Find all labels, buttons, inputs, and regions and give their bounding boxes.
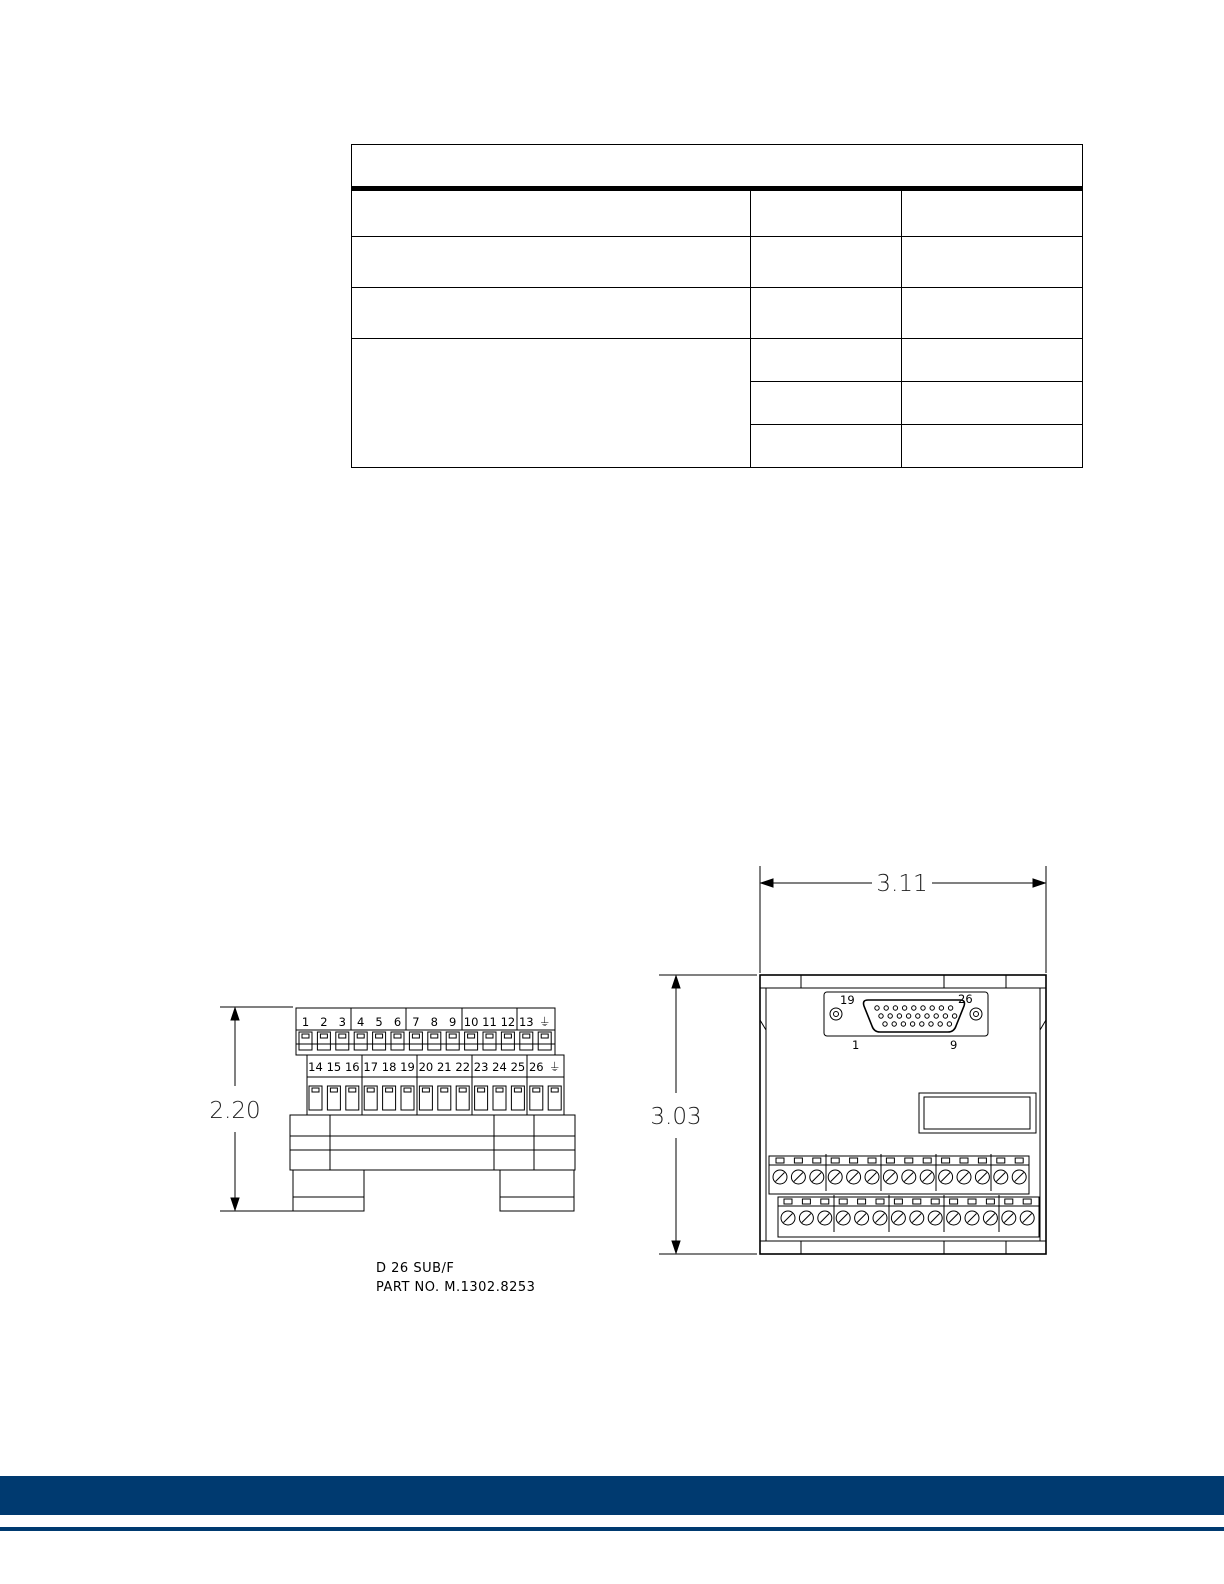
db-pin [879,1014,883,1018]
terminal-clip-tab [339,1034,346,1038]
arrow-up-icon [231,1008,239,1020]
caption-line-1: D 26 SUB/F [376,1261,455,1276]
terminal-clip [501,1032,514,1050]
db-pin [910,1022,914,1026]
arrow-up-icon [672,976,680,988]
terminal-clip-tab [551,1088,558,1092]
lower-screws [781,1195,1034,1232]
screw-tab [802,1199,810,1204]
db-pin [939,1006,943,1010]
screw-slot [812,1173,821,1182]
db-pin [893,1006,897,1010]
terminal-clip [483,1032,496,1050]
terminal-clip [373,1032,386,1050]
db-pin [920,1022,924,1026]
terminal-clip [538,1032,551,1050]
screw-slot [784,1214,793,1223]
db-pin [938,1022,942,1026]
label-window [919,1093,1036,1133]
foot-right [500,1170,574,1211]
terminal-label: 3 [338,1015,346,1029]
terminal-clip-tab [533,1088,540,1092]
upper-screws [773,1154,1026,1191]
screw-slot [1004,1214,1013,1223]
terminal-label: 22 [455,1060,471,1074]
screw-tab [942,1158,950,1163]
screw-slot [839,1214,848,1223]
screw-slot [886,1173,895,1182]
lower-screw-terminal-row [778,1197,1039,1237]
screw-tab [1005,1199,1013,1204]
terminal-label: 14 [308,1060,323,1074]
terminal-label: 7 [412,1015,420,1029]
bottom-row-labels [308,1060,560,1074]
screw-tab [968,1199,976,1204]
screw-tab [868,1158,876,1163]
screw-slot [894,1214,903,1223]
terminal-clip [299,1032,312,1050]
label-window-inner [924,1097,1030,1129]
screw-tab [931,1199,939,1204]
screw-tab [905,1158,913,1163]
terminal-label: 21 [436,1060,452,1074]
screw-slot [1023,1214,1032,1223]
screw-slot [986,1214,995,1223]
terminal-label: 23 [473,1060,489,1074]
terminal-label: 9 [449,1015,457,1029]
screw-slot [996,1173,1005,1182]
terminal-clip [409,1032,422,1050]
terminal-label: 11 [482,1015,497,1029]
screw-tab [1015,1158,1023,1163]
terminal-clip-tab [478,1088,485,1092]
terminal-clip [401,1086,414,1110]
db-pin [934,1014,938,1018]
terminal-clip-tab [367,1088,374,1092]
top-view [650,866,1046,1254]
screw-slot [941,1173,950,1182]
terminal-clip-tab [459,1088,466,1092]
terminal-label: 12 [500,1015,516,1029]
terminal-label: 10 [463,1015,479,1029]
db-pin [888,1014,892,1018]
terminal-clip-tab [449,1034,456,1038]
terminal-clip-tab [312,1088,319,1092]
screw-tab [850,1158,858,1163]
terminal-clip-tab [320,1034,327,1038]
terminal-clip [391,1032,404,1050]
pin-label-19: 19 [840,993,855,1007]
terminal-label: 18 [381,1060,397,1074]
screw-tab [923,1158,931,1163]
terminal-clip-tab [504,1034,511,1038]
screw-slot [857,1214,866,1223]
terminal-clip [364,1086,377,1110]
db-pin [921,1006,925,1010]
screw-tab [831,1158,839,1163]
screw-icon [974,1012,979,1017]
terminal-clip [383,1086,396,1110]
upper-terminal-block [296,1008,555,1055]
terminal-clip [309,1086,322,1110]
pin-label-26: 26 [958,992,973,1006]
screw-slot [876,1214,885,1223]
terminal-clip-tab [404,1088,411,1092]
screw-slot [794,1173,803,1182]
terminal-clip [327,1086,340,1110]
terminal-clip [336,1032,349,1050]
screw-slot [978,1173,987,1182]
terminal-clip-tab [412,1034,419,1038]
terminal-clip [428,1032,441,1050]
terminal-label: ⏚ [538,1015,551,1029]
terminal-clip [548,1086,561,1110]
terminal-clip [511,1086,524,1110]
screw-icon [830,1008,842,1020]
terminal-label: 16 [344,1060,360,1074]
caption-line-2: PART NO. M.1302.8253 [376,1280,536,1295]
screw-tab [813,1158,821,1163]
terminal-label: 24 [492,1060,507,1074]
terminal-clip-tab [523,1034,530,1038]
terminal-clip-tab [330,1088,337,1092]
screw-tab [978,1158,986,1163]
screw-tab [794,1158,802,1163]
screw-tab [913,1199,921,1204]
screw-tab [950,1199,958,1204]
screw-slot [960,1173,969,1182]
screw-slot [849,1173,858,1182]
terminal-clip-tab [486,1034,493,1038]
terminal-clip [520,1032,533,1050]
screw-slot [868,1173,877,1182]
screw-tab [876,1199,884,1204]
screw-tab [960,1158,968,1163]
pin-label-1: 1 [852,1038,860,1052]
db-pin [875,1006,879,1010]
terminal-label: 1 [301,1015,310,1029]
terminal-clip [493,1086,506,1110]
terminal-clip-tab [376,1034,383,1038]
side-view [209,1007,575,1295]
db-pin [901,1022,905,1026]
top-row-labels [302,1015,551,1029]
terminal-label: 25 [510,1060,526,1074]
foot-left [293,1170,364,1211]
terminal-clip-tab [422,1088,429,1092]
screw-slot [802,1214,811,1223]
db-pin [930,1006,934,1010]
terminal-clip-tab [386,1088,393,1092]
height-dimension-label: 2.20 [209,1098,261,1124]
terminal-label: 20 [418,1060,434,1074]
screw-slot [931,1214,940,1223]
footer-bar [0,1476,1224,1515]
screw-tab [986,1199,994,1204]
screw-tab [784,1199,792,1204]
terminal-label: 13 [518,1015,534,1029]
arrow-down-icon [231,1198,239,1210]
footer-rule [0,1527,1224,1531]
screw-slot [912,1214,921,1223]
terminal-clip-tab [431,1034,438,1038]
screw-slot [949,1214,958,1223]
terminal-clip [475,1086,488,1110]
upper-screw-terminal-row [769,1156,1029,1194]
db-pin [912,1006,916,1010]
screw-tab [886,1158,894,1163]
terminal-clip [438,1086,451,1110]
terminal-label: ⏚ [548,1060,561,1074]
screw-tab [894,1199,902,1204]
db-pin [892,1022,896,1026]
terminal-label: 2 [320,1015,328,1029]
terminal-clip [446,1032,459,1050]
terminal-clip [317,1032,330,1050]
db-pin [952,1014,956,1018]
terminal-label: 5 [375,1015,383,1029]
db-pin [947,1022,951,1026]
terminal-clip [346,1086,359,1110]
db-pin [883,1022,887,1026]
screw-slot [776,1173,785,1182]
screw-tab [1023,1199,1031,1204]
pin-label-9: 9 [950,1038,958,1052]
height-dimension-label-top-view: 3.03 [650,1104,702,1130]
arrow-left-icon [761,879,773,887]
width-dimension-label: 3.11 [876,871,928,897]
terminal-clip-tab [468,1034,475,1038]
terminal-label: 15 [326,1060,342,1074]
screw-slot [923,1173,932,1182]
terminal-clip-tab [357,1034,364,1038]
terminal-label: 4 [357,1015,365,1029]
terminal-clip-tab [302,1034,309,1038]
db-pin [929,1022,933,1026]
base-housing [290,1115,575,1170]
terminal-label: 6 [393,1015,402,1029]
terminal-clip-tab [394,1034,401,1038]
terminal-label: 19 [400,1060,415,1074]
db-pin [897,1014,901,1018]
screw-icon [834,1012,839,1017]
terminal-clip-tab [514,1088,521,1092]
arrow-right-icon [1033,879,1045,887]
bottom-row-clips [309,1086,561,1110]
terminal-clip [456,1086,469,1110]
screw-slot [904,1173,913,1182]
screw-tab [776,1158,784,1163]
db26-pins [875,1006,957,1026]
terminal-clip [465,1032,478,1050]
terminal-clip-tab [496,1088,503,1092]
terminal-label: 8 [430,1015,438,1029]
top-row-clips [299,1032,551,1050]
db-pin [925,1014,929,1018]
screw-tab [858,1199,866,1204]
arrow-down-icon [672,1241,680,1253]
screw-tab [821,1199,829,1204]
terminal-label: 17 [363,1060,379,1074]
terminal-clip [419,1086,432,1110]
db-pin [884,1006,888,1010]
terminal-clip [530,1086,543,1110]
screw-slot [1015,1173,1024,1182]
db-pin [943,1014,947,1018]
screw-slot [820,1214,829,1223]
terminal-clip-tab [441,1088,448,1092]
screw-tab [839,1199,847,1204]
screw-slot [968,1214,977,1223]
db-pin [916,1014,920,1018]
screw-icon [970,1008,982,1020]
db-pin [902,1006,906,1010]
db-pin [906,1014,910,1018]
terminal-clip-tab [349,1088,356,1092]
terminal-clip-tab [541,1034,548,1038]
terminal-label: 26 [528,1060,544,1074]
screw-tab [997,1158,1005,1163]
db-pin [948,1006,952,1010]
terminal-clip [354,1032,367,1050]
screw-slot [831,1173,840,1182]
